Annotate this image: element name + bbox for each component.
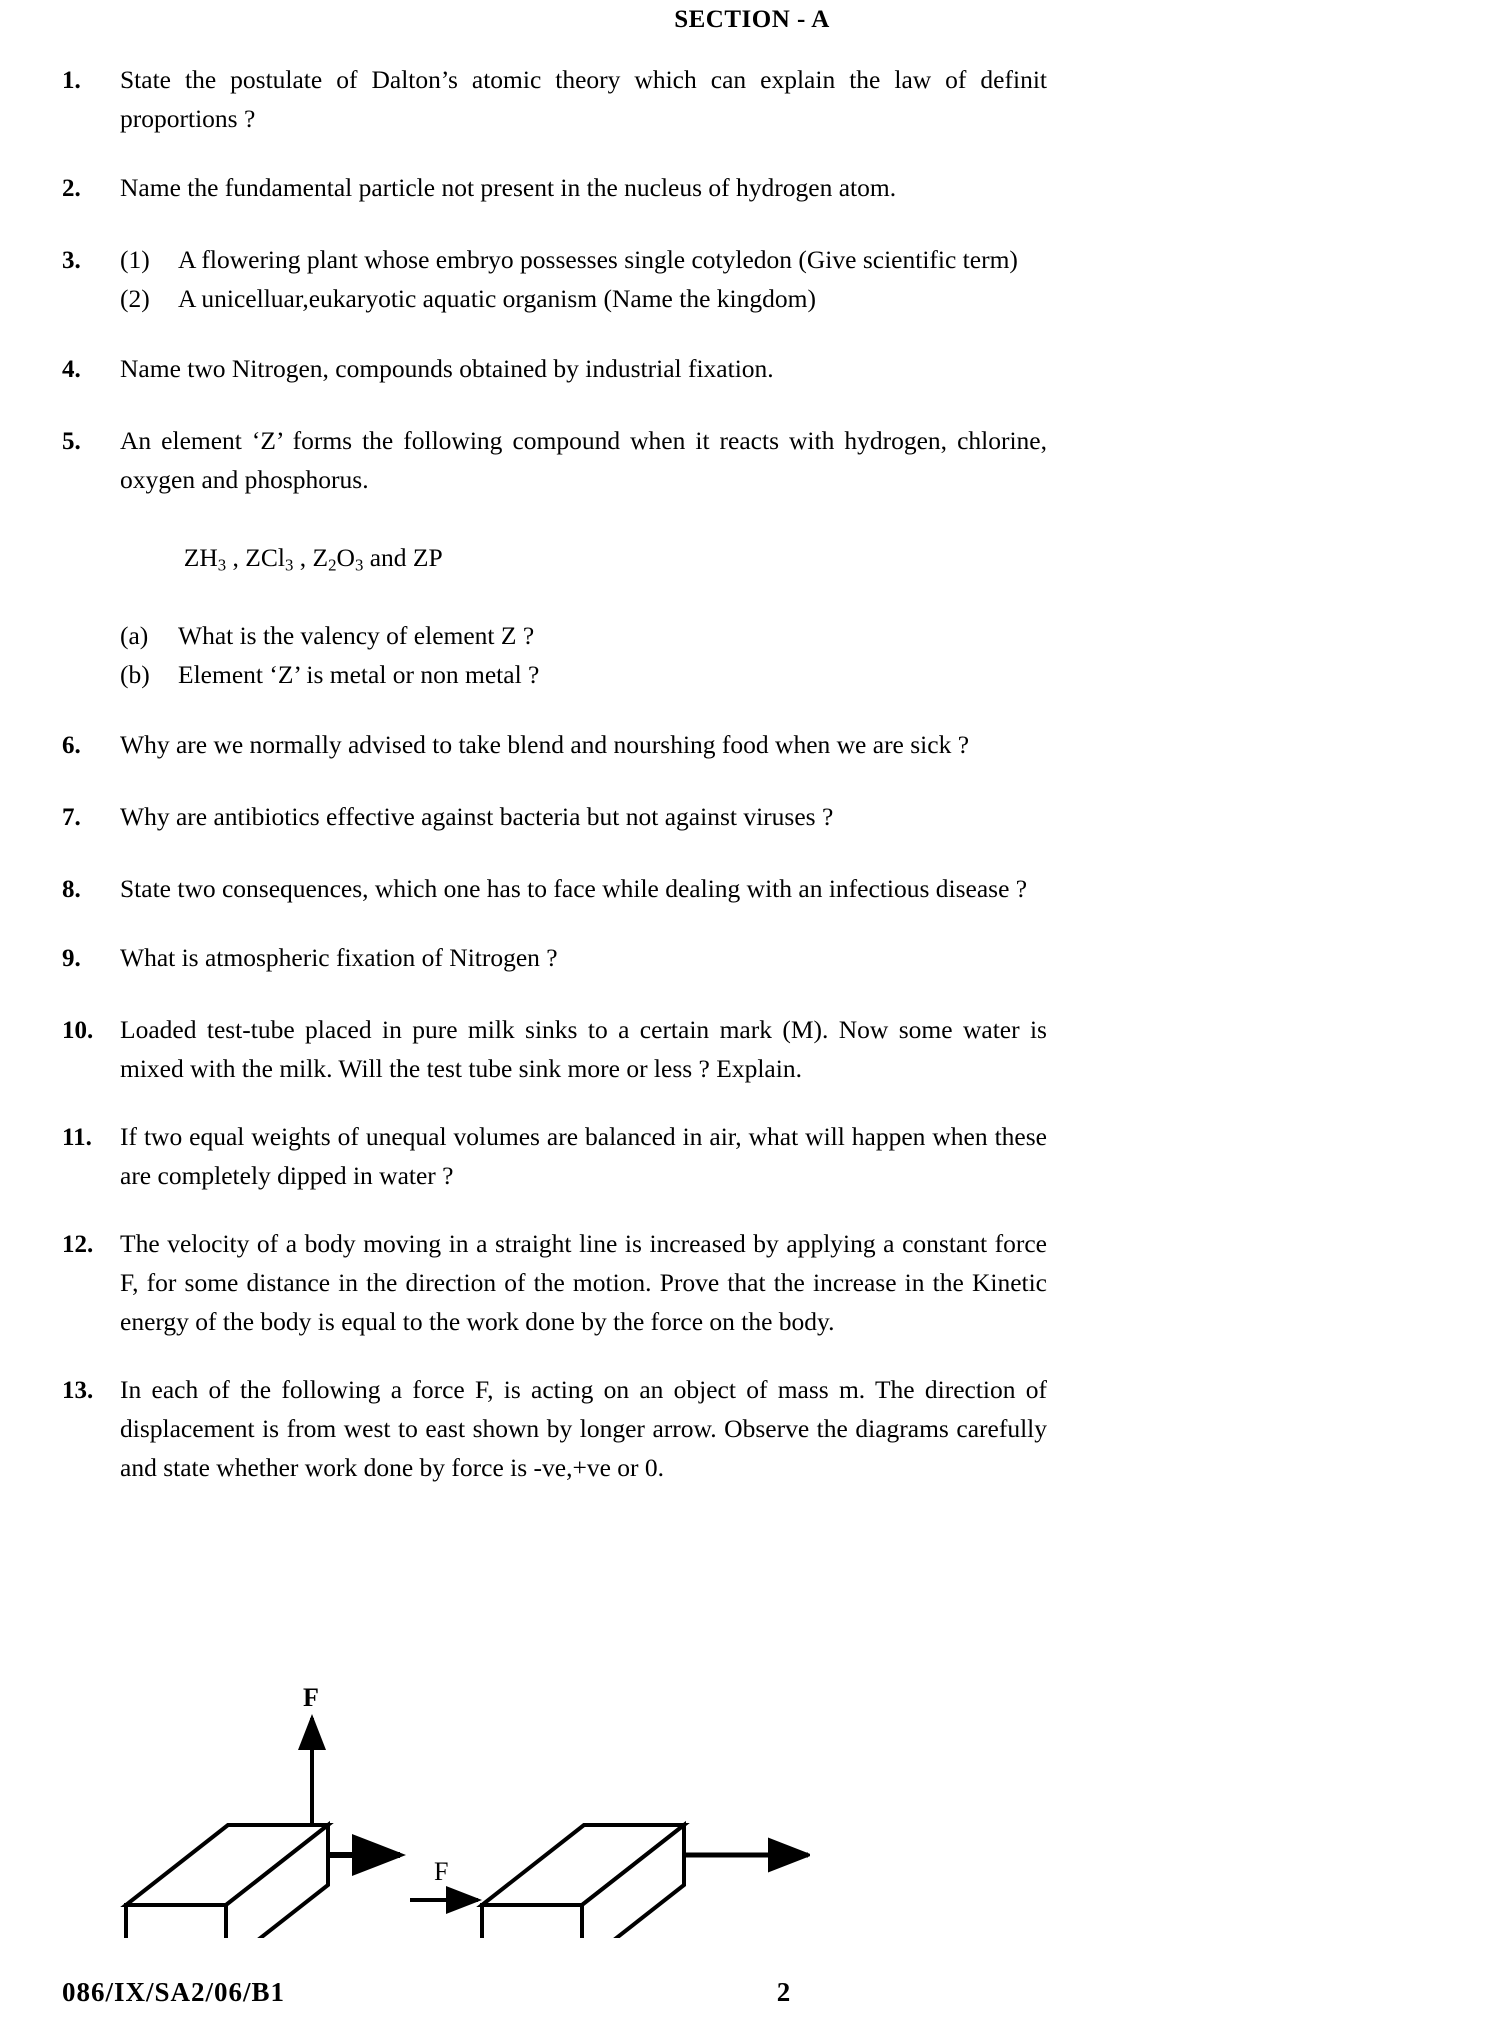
formula-segment: $ZH_3$ , ZCl$_3$ , $Z_2O_3$ and ZP [183, 543, 443, 575]
question-item [62, 421, 1047, 694]
page-number: 2 [776, 1977, 791, 2007]
question-body [120, 1224, 1047, 1341]
question-number: 1. [62, 67, 81, 94]
diagram-two-group [410, 1825, 808, 1938]
question-number: 8. [62, 876, 81, 903]
sub-question-item [120, 240, 1047, 279]
question-list [62, 60, 1047, 1487]
question-item [62, 1117, 1047, 1195]
question-number: 10. [62, 1017, 94, 1044]
question-body [120, 349, 1047, 388]
question-text: Why are we normally advised to take blend and nourshing food when we are sick ? [120, 730, 970, 759]
sub-question-item [120, 655, 1047, 694]
question-item [62, 168, 1047, 208]
question-text: The velocity of a body moving in a straight line is increased by applying a constant force F, for some distance in the direction of the motion. Prove that the increase in the Kinetic energy of the body is equal to the work done by the force on the body. [120, 1229, 1047, 1336]
question-number: 7. [62, 804, 81, 831]
question-text: Name two Nitrogen, compounds obtained by industrial fixation. [120, 354, 774, 383]
question-body [120, 797, 1047, 836]
question-number: 11. [62, 1124, 92, 1151]
question-body [120, 938, 1047, 977]
sub-question-label: (2) [120, 284, 150, 313]
question-body [120, 240, 1047, 318]
question-body [120, 168, 1047, 207]
question-text: State the postulate of Dalton’s atomic theory which can explain the law of definit proportions ? [120, 65, 1047, 133]
question-body [120, 869, 1047, 908]
question-text: Why are antibiotics effective against bacteria but not against viruses ? [120, 802, 834, 831]
sub-question-text: A flowering plant whose embryo possesses single cotyledon (Give scientific term) [178, 245, 1018, 274]
force-label-one: F [303, 1683, 319, 1712]
question-body [120, 725, 1047, 764]
question-number: 9. [62, 945, 81, 972]
force-diagram-figure [110, 1678, 810, 1938]
question-item [62, 349, 1047, 389]
sub-question-text: What is the valency of element Z ? [178, 621, 535, 650]
sub-question-label: (b) [120, 660, 150, 689]
question-item [62, 938, 1047, 978]
question-number: 2. [62, 175, 81, 202]
question-item [62, 797, 1047, 837]
question-number: 12. [62, 1231, 94, 1258]
question-body [120, 1010, 1047, 1088]
question-number: 13. [62, 1377, 94, 1404]
question-text: State two consequences, which one has to face while dealing with an infectious disease ? [120, 874, 1028, 903]
box-two-front-face [482, 1905, 582, 1938]
question-text: An element ‘Z’ forms the following compound when it reacts with hydrogen, chlorine, oxygen and phosphorus. [120, 426, 1047, 494]
question-text: Name the fundamental particle not present in the nucleus of hydrogen atom. [120, 173, 897, 202]
question-item [62, 60, 1047, 138]
question-number: 4. [62, 356, 81, 383]
box-one-front-face [126, 1905, 226, 1938]
question-item [62, 240, 1047, 318]
sub-question-text: A unicelluar,eukaryotic aquatic organism (Name the kingdom) [178, 284, 816, 313]
question-item [62, 1010, 1047, 1088]
page-footer [62, 1977, 1442, 2008]
question-item [62, 1370, 1047, 1487]
question-item [62, 869, 1047, 909]
force-label-two: F [434, 1857, 449, 1886]
question-body [120, 1117, 1047, 1195]
question-number: 3. [62, 247, 81, 274]
question-text: What is atmospheric fixation of Nitrogen ? [120, 943, 558, 972]
sub-question-item [120, 279, 1047, 318]
question-number: 5. [62, 428, 81, 455]
question-body [120, 60, 1047, 138]
paper-code: 086/IX/SA2/06/B1 [62, 1977, 286, 2007]
question-text: In each of the following a force F, is acting on an object of mass m. The direction of displacement is from west to east shown by longer arrow. Observe the diagrams carefully and state whether work done by force is -ve,+ve or 0. [120, 1375, 1047, 1482]
diagram-one-group [126, 1683, 400, 1938]
question-text: Loaded test-tube placed in pure milk sinks to a certain mark (M). Now some water is mixed with the milk. Will the test tube sink more or less ? Explain. [120, 1015, 1047, 1083]
question-item [62, 725, 1047, 765]
sub-question-text: Element ‘Z’ is metal or non metal ? [178, 660, 540, 689]
question-number: 6. [62, 732, 81, 759]
chemical-formula-line [120, 499, 1047, 616]
question-item [62, 1224, 1047, 1341]
sub-question-label: (1) [120, 245, 150, 274]
section-heading: SECTION - A [674, 6, 830, 33]
question-text: If two equal weights of unequal volumes are balanced in air, what will happen when these are completely dipped in water ? [120, 1122, 1047, 1190]
sub-question-label: (a) [120, 621, 149, 650]
question-body [120, 1370, 1047, 1487]
sub-question-item [120, 616, 1047, 655]
question-body [120, 421, 1047, 694]
